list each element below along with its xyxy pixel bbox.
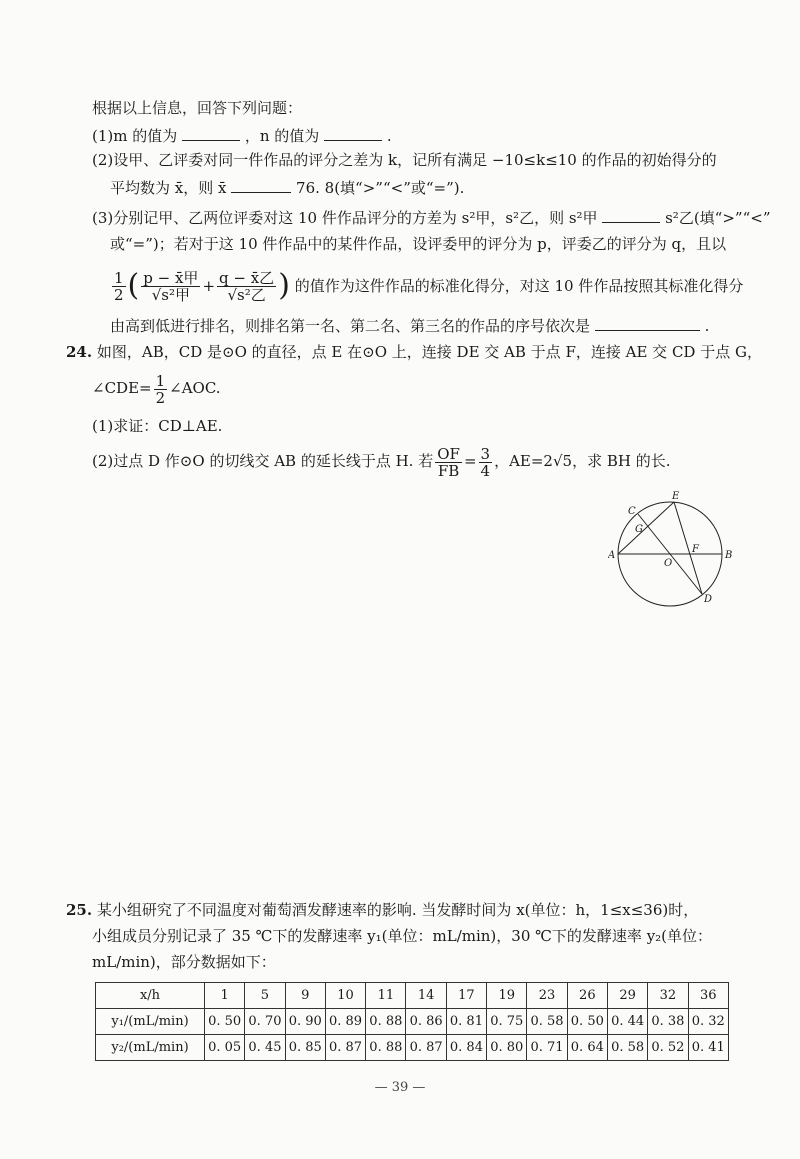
q23-p1-end: . — [386, 127, 392, 145]
table-cell: 23 — [527, 983, 567, 1009]
q24-part2 — [92, 442, 670, 480]
table-cell: 1 — [205, 983, 245, 1009]
q24-half: $\frac{1}{2}$ — [155, 371, 166, 407]
table-cell: 0. 85 — [285, 1035, 325, 1061]
q23-p3-variance-tail: s²乙(填“>”“<” — [665, 209, 771, 227]
fermentation-table — [95, 982, 729, 1061]
q23-p3-variance: (3)分别记甲、乙两位评委对这 10 件作品评分的方差为 s²甲，s²乙，则 s²甲 — [92, 209, 598, 227]
table-cell: 29 — [607, 983, 647, 1009]
table-row-header: y₁/(mL/min) — [96, 1009, 205, 1035]
table-cell: 26 — [567, 983, 607, 1009]
q23-ranking-end: . — [704, 317, 710, 335]
table-row-header: x/h — [96, 983, 205, 1009]
page-number: — 39 — — [374, 1080, 426, 1095]
table-row — [96, 983, 729, 1009]
answer-blank-n[interactable] — [324, 124, 382, 141]
q25-number: 25. — [66, 901, 93, 919]
q23-ranking-text: 由高到低进行排名，则排名第一名、第二名、第三名的作品的序号依次是 — [110, 317, 591, 335]
q23-formula-line: $\frac{1}{2}$ ( $\frac{\text{p − x̄甲}}{\text{√s²甲}}$ + $\frac{\text{q − x̄乙}}{\text{√s²乙}}$ ) 的值作为这件作品的标准化得分，对这 10 件作品按照其标准化得分 — [114, 268, 744, 304]
table-cell: 0. 80 — [487, 1035, 527, 1061]
table-cell: 0. 84 — [446, 1035, 486, 1061]
table-cell: 0. 81 — [446, 1009, 486, 1035]
q25-statement: 某小组研究了不同温度对葡萄酒发酵速率的影响. 当发酵时间为 x(单位：h，1≤x≤36)时， — [96, 901, 699, 919]
table-cell: 0. 58 — [607, 1035, 647, 1061]
label-a: A — [608, 550, 616, 561]
table-cell: 5 — [245, 983, 285, 1009]
q24-equals: = — [463, 452, 477, 470]
q23-part3-line1 — [92, 206, 770, 228]
table-row-header: y₂/(mL/min) — [96, 1035, 205, 1061]
table-row — [96, 1009, 729, 1035]
q23-p1-label-n: ，n 的值为 — [244, 127, 320, 145]
table-cell: 32 — [648, 983, 688, 1009]
formula-half: $\frac{1}{2}$ — [114, 268, 124, 304]
label-c: C — [628, 506, 636, 517]
answer-blank-m[interactable] — [182, 124, 240, 141]
label-e: E — [672, 491, 680, 502]
label-o: O — [664, 558, 673, 569]
q24-part2-tail: ，AE=2√5，求 BH 的长. — [494, 452, 671, 470]
q24-line2 — [92, 370, 221, 406]
table-cell: 0. 45 — [245, 1035, 285, 1061]
table-cell: 11 — [366, 983, 406, 1009]
table-cell: 0. 50 — [567, 1009, 607, 1035]
q23-intro: 根据以上信息，回答下列问题： — [92, 99, 303, 117]
q23-p1-label-m: (1)m 的值为 — [92, 127, 178, 145]
label-b: B — [725, 550, 733, 561]
table-row — [96, 1035, 729, 1061]
q25-line2: 小组成员分别记录了 35 ℃下的发酵速率 y₁(单位：mL/min)，30 ℃下的发酵速率 y₂(单位： — [92, 927, 713, 945]
q24-statement: 如图，AB，CD 是⊙O 的直径，点 E 在⊙O 上，连接 DE 交 AB 于点 F，连接 AE 交 CD 于点 G， — [96, 343, 762, 361]
q24-ratio-of-fb: $\frac{OF}{FB}$ — [437, 444, 460, 480]
table-cell: 0. 70 — [245, 1009, 285, 1035]
table-cell: 0. 75 — [487, 1009, 527, 1035]
table-cell: 0. 71 — [527, 1035, 567, 1061]
table-cell: 0. 88 — [366, 1035, 406, 1061]
q24-part2-text: (2)过点 D 作⊙O 的切线交 AB 的延长线于点 H. 若 — [92, 452, 434, 470]
table-cell: 0. 32 — [688, 1009, 728, 1035]
table-cell: 17 — [446, 983, 486, 1009]
table-cell: 0. 89 — [325, 1009, 365, 1035]
table-cell: 14 — [406, 983, 446, 1009]
table-cell: 19 — [487, 983, 527, 1009]
table-cell: 0. 44 — [607, 1009, 647, 1035]
q24-angle-aoc: ∠AOC. — [169, 379, 221, 397]
table-cell: 0. 88 — [366, 1009, 406, 1035]
table-cell: 10 — [325, 983, 365, 1009]
table-cell: 0. 50 — [205, 1009, 245, 1035]
q23-p2-tail: 76. 8(填“>”“<”或“=”). — [296, 179, 465, 197]
table-cell: 0. 52 — [648, 1035, 688, 1061]
q24-circle-figure — [608, 490, 748, 610]
label-g: G — [635, 524, 643, 535]
q23-part3-line2: 或“=”)；若对于这 10 件作品中的某件作品，设评委甲的评分为 p，评委乙的评分为 q，且以 — [110, 235, 727, 253]
table-cell: 0. 86 — [406, 1009, 446, 1035]
answer-blank-ranking[interactable] — [595, 314, 700, 331]
q25-line1 — [66, 900, 698, 920]
formula-term-q: $\frac{\text{q − x̄乙}}{\text{√s²乙}}$ — [219, 268, 275, 304]
answer-blank-compare-mean[interactable] — [231, 176, 291, 193]
table-cell: 9 — [285, 983, 325, 1009]
q24-line1 — [66, 342, 762, 362]
label-f: F — [692, 544, 699, 555]
q23-part2-line2 — [110, 176, 464, 198]
table-cell: 0. 87 — [325, 1035, 365, 1061]
formula-term-p: $\frac{\text{p − x̄甲}}{\text{√s²甲}}$ — [143, 268, 199, 304]
table-cell: 0. 38 — [648, 1009, 688, 1035]
table-cell: 0. 90 — [285, 1009, 325, 1035]
chord-ae — [618, 502, 674, 554]
q23-formula-tail: 的值作为这件作品的标准化得分，对这 10 件作品按照其标准化得分 — [294, 277, 744, 295]
table-cell: 36 — [688, 983, 728, 1009]
q23-part3-ranking — [110, 314, 709, 336]
label-d: D — [704, 594, 713, 605]
q23-part1 — [92, 124, 392, 146]
q24-angle-cde: ∠CDE= — [92, 379, 152, 397]
answer-blank-compare-variance[interactable] — [602, 206, 660, 223]
q23-p2-mean: 平均数为 x̄，则 x̄ — [110, 179, 227, 197]
q23-part2-line1: (2)设甲、乙评委对同一件作品的评分之差为 k，记所有满足 −10≤k≤10 的作品的初始得分的 — [92, 151, 717, 169]
q24-number: 24. — [66, 343, 93, 361]
table-cell: 0. 05 — [205, 1035, 245, 1061]
q25-line3: mL/min)，部分数据如下： — [92, 953, 276, 971]
table-cell: 0. 41 — [688, 1035, 728, 1061]
q24-ratio-value: $\frac{3}{4}$ — [480, 444, 491, 480]
table-cell: 0. 64 — [567, 1035, 607, 1061]
table-cell: 0. 58 — [527, 1009, 567, 1035]
table-cell: 0. 87 — [406, 1035, 446, 1061]
q24-part1: (1)求证：CD⊥AE. — [92, 417, 223, 435]
